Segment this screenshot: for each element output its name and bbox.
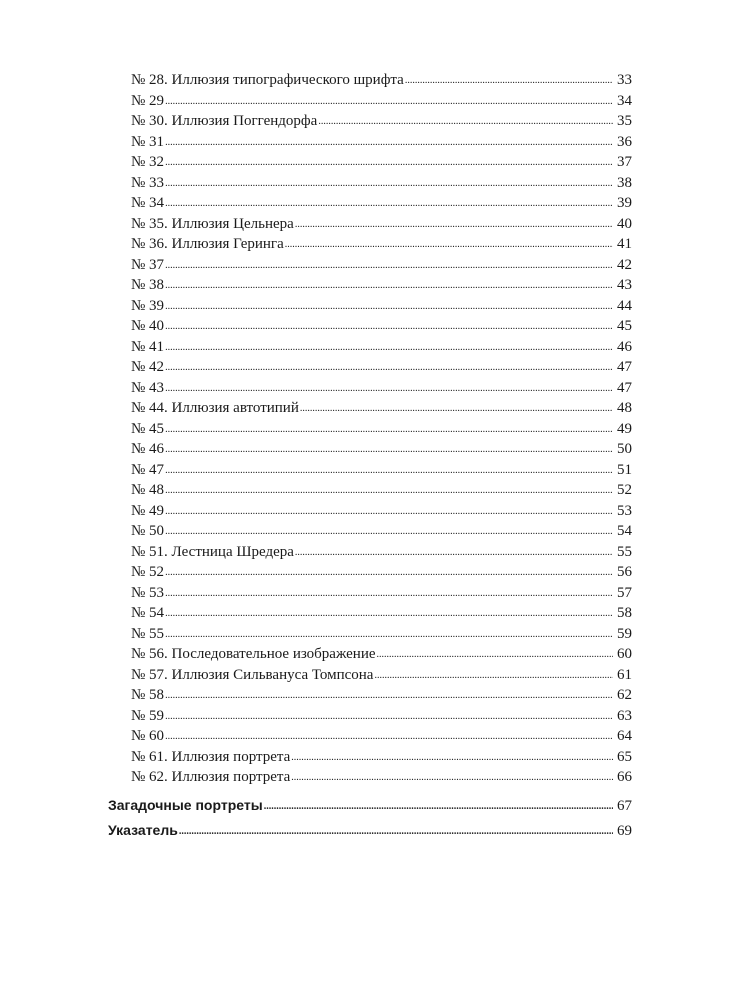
toc-entry-title: № 29: [131, 92, 165, 109]
toc-entry-title: № 32: [131, 154, 165, 170]
dot-leader: [165, 563, 613, 584]
toc-entry-title: № 40: [131, 318, 165, 334]
toc-entry-title: № 34: [131, 195, 165, 211]
toc-entry-title: № 52: [131, 564, 165, 580]
toc-entry-title: № 50: [131, 523, 165, 539]
toc-entry-page-number: 44: [617, 297, 632, 314]
toc-entry[interactable]: [0, 439, 750, 460]
toc-entry[interactable]: [0, 480, 750, 501]
toc-section-entry[interactable]: [0, 795, 750, 816]
toc-entry-page-number: 36: [617, 133, 632, 150]
toc-entry[interactable]: [0, 255, 750, 276]
toc-entry-page-number: 43: [617, 277, 632, 293]
toc-entry-page-number: 56: [617, 564, 632, 580]
dot-leader: [165, 256, 613, 277]
toc-entry-page-number: 52: [617, 482, 632, 498]
toc-entry-title: № 43: [131, 379, 165, 396]
dot-leader: [165, 727, 613, 748]
toc-entry-title: № 30. Иллюзия Поггендорфа: [131, 113, 318, 129]
toc-entry[interactable]: [0, 214, 750, 235]
toc-entry[interactable]: [0, 726, 750, 747]
toc-entry-title: № 53: [131, 584, 165, 601]
toc-entry-title: № 45: [131, 420, 165, 437]
toc-entry-title: № 47: [131, 461, 165, 478]
toc-entry[interactable]: [0, 357, 750, 378]
toc-entry-title: № 55: [131, 625, 165, 642]
toc-entry-page-number: 42: [617, 256, 632, 273]
toc-entry-page-number: 66: [617, 769, 632, 785]
toc-entry-title: № 59: [131, 707, 165, 724]
toc-entry[interactable]: [0, 767, 750, 788]
toc-entry[interactable]: [0, 275, 750, 296]
toc-entry-page-number: 35: [617, 113, 632, 129]
toc-entry[interactable]: [0, 398, 750, 419]
dot-leader: [165, 440, 613, 461]
dot-leader: [165, 522, 613, 543]
dot-leader: [165, 420, 613, 441]
dot-leader: [165, 502, 613, 523]
toc-entry[interactable]: [0, 706, 750, 727]
dot-leader: [165, 174, 613, 195]
dot-leader: [405, 71, 613, 92]
toc-entry-page-number: 47: [617, 379, 632, 396]
toc-entry[interactable]: [0, 111, 750, 132]
toc-entry-title: № 61. Иллюзия портрета: [131, 748, 291, 765]
toc-entry-title: № 48: [131, 482, 165, 498]
dot-leader: [165, 338, 613, 359]
toc-entry-page-number: 37: [617, 154, 632, 170]
dot-leader: [165, 194, 613, 215]
toc-entry[interactable]: [0, 152, 750, 173]
dot-leader: [165, 686, 613, 707]
toc-entry-title: № 54: [131, 605, 165, 621]
toc-entry[interactable]: [0, 501, 750, 522]
toc-entry-page-number: 58: [617, 605, 632, 621]
toc-entry[interactable]: [0, 665, 750, 686]
toc-entry[interactable]: [0, 747, 750, 768]
toc-entry-page-number: 59: [617, 625, 632, 642]
toc-entry-page-number: 57: [617, 584, 632, 601]
toc-entry-title: № 28. Иллюзия типографического шрифта: [131, 72, 404, 88]
toc-entry-title: № 58: [131, 687, 165, 703]
toc-entry[interactable]: [0, 624, 750, 645]
toc-entry[interactable]: [0, 296, 750, 317]
toc-entry[interactable]: [0, 521, 750, 542]
toc-entry-page-number: 47: [617, 359, 632, 375]
dot-leader: [291, 748, 613, 769]
toc-entry-title: Загадочные портреты: [108, 796, 263, 813]
dot-leader: [165, 92, 613, 113]
toc-entry[interactable]: [0, 685, 750, 706]
dot-leader: [165, 379, 613, 400]
table-of-contents: [0, 70, 750, 841]
toc-entry-page-number: 45: [617, 318, 632, 334]
dot-leader: [165, 604, 613, 625]
toc-section-entry[interactable]: [0, 820, 750, 841]
toc-entry-page-number: 41: [617, 236, 632, 252]
toc-entry-page-number: 65: [617, 748, 632, 765]
toc-entry-page-number: 55: [617, 543, 632, 560]
toc-entry[interactable]: [0, 316, 750, 337]
toc-entry-page-number: 46: [617, 338, 632, 355]
numbered-entries-list: [0, 70, 750, 788]
toc-entry-title: № 33: [131, 174, 165, 191]
toc-entry-title: Указатель: [108, 822, 178, 838]
dot-leader: [291, 768, 613, 789]
dot-leader: [374, 666, 613, 687]
toc-entry-title: № 39: [131, 297, 165, 314]
dot-leader: [285, 235, 613, 256]
toc-entry-page-number: 40: [617, 215, 632, 232]
toc-entry-title: № 41: [131, 338, 165, 355]
dot-leader: [377, 645, 613, 666]
toc-entry[interactable]: [0, 337, 750, 358]
toc-entry-title: № 37: [131, 256, 165, 273]
toc-entry-title: № 56. Последовательное изображение: [131, 646, 376, 662]
toc-entry-title: № 35. Иллюзия Цельнера: [131, 215, 294, 232]
dot-leader: [165, 481, 613, 502]
toc-entry[interactable]: [0, 234, 750, 255]
toc-entry-title: № 42: [131, 359, 165, 375]
toc-entry-title: № 57. Иллюзия Сильвануса Томпсона: [131, 666, 374, 683]
toc-entry-title: № 46: [131, 441, 165, 457]
toc-entry-page-number: 33: [617, 72, 632, 88]
toc-entry[interactable]: [0, 460, 750, 481]
toc-entry-page-number: 51: [617, 461, 632, 478]
section-entries-list: [0, 795, 750, 841]
toc-entry[interactable]: [0, 542, 750, 563]
dot-leader: [165, 153, 613, 174]
dot-leader: [165, 297, 613, 318]
toc-entry-page-number: 50: [617, 441, 632, 457]
toc-entry-page-number: 38: [617, 174, 632, 191]
toc-entry-title: № 31: [131, 133, 165, 150]
toc-entry-title: № 44. Иллюзия автотипий: [131, 400, 299, 416]
toc-entry-title: № 60: [131, 728, 165, 744]
toc-entry-page-number: 67: [617, 797, 632, 814]
toc-entry-page-number: 34: [617, 92, 632, 109]
toc-entry-page-number: 39: [617, 195, 632, 211]
toc-entry[interactable]: [0, 603, 750, 624]
dot-leader: [165, 317, 613, 338]
toc-entry-page-number: 54: [617, 523, 632, 539]
toc-entry[interactable]: [0, 644, 750, 665]
dot-leader: [300, 399, 613, 420]
dot-leader: [295, 215, 613, 236]
dot-leader: [165, 276, 613, 297]
toc-entry-page-number: 53: [617, 502, 632, 519]
dot-leader: [165, 707, 613, 728]
toc-entry-page-number: 69: [617, 823, 632, 839]
toc-entry[interactable]: [0, 173, 750, 194]
toc-entry-page-number: 60: [617, 646, 632, 662]
toc-entry[interactable]: [0, 583, 750, 604]
toc-entry-title: № 36. Иллюзия Геринга: [131, 236, 284, 252]
toc-entry[interactable]: [0, 91, 750, 112]
toc-entry[interactable]: [0, 419, 750, 440]
toc-entry-title: № 38: [131, 277, 165, 293]
toc-entry-title: № 49: [131, 502, 165, 519]
toc-entry[interactable]: [0, 132, 750, 153]
toc-entry[interactable]: [0, 378, 750, 399]
toc-entry-page-number: 48: [617, 400, 632, 416]
toc-entry-title: № 62. Иллюзия портрета: [131, 769, 291, 785]
toc-entry-page-number: 63: [617, 707, 632, 724]
dot-leader: [165, 133, 613, 154]
dot-leader: [179, 822, 613, 843]
dot-leader: [165, 358, 613, 379]
toc-entry-page-number: 49: [617, 420, 632, 437]
dot-leader: [165, 625, 613, 646]
dot-leader: [264, 797, 613, 818]
toc-entry-page-number: 64: [617, 728, 632, 744]
dot-leader: [165, 584, 613, 605]
dot-leader: [165, 461, 613, 482]
toc-entry-title: № 51. Лестница Шредера: [131, 543, 294, 560]
toc-entry[interactable]: [0, 562, 750, 583]
dot-leader: [318, 112, 613, 133]
toc-entry[interactable]: [0, 70, 750, 91]
toc-entry[interactable]: [0, 193, 750, 214]
dot-leader: [295, 543, 613, 564]
toc-entry-page-number: 61: [617, 666, 632, 683]
toc-entry-page-number: 62: [617, 687, 632, 703]
